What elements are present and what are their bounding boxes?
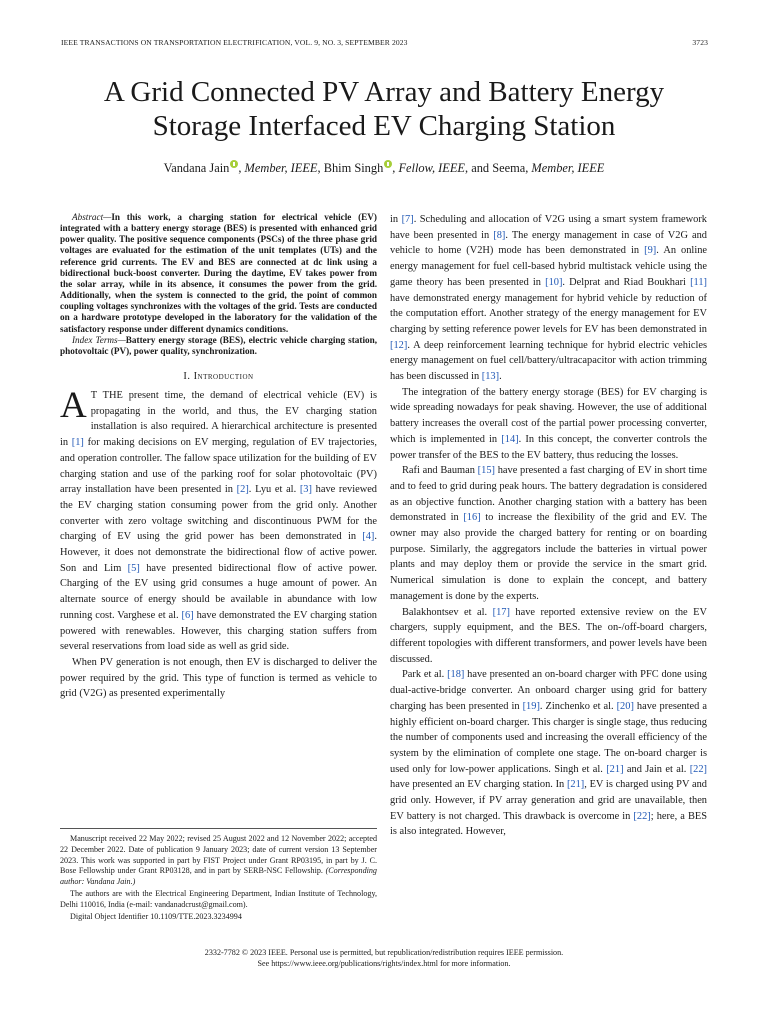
orcid-icon[interactable] [230,160,238,168]
citation-link[interactable]: [1] [71,437,84,449]
citation-link[interactable]: [11] [690,276,707,288]
body-text: have presented bidirectional flow of active power. Charging of the EV using grid consumes a huge amount of power. An alternate source of energy should be available in abundance with low running cost. Varghese et al. [60,562,377,621]
intro-paragraph [60,385,378,655]
citation-link[interactable]: [7] [401,214,414,225]
copyright-line-2: See https://www.ieee.org/publications/rights/index.html for more information. [257,959,511,968]
body-text: . Delprat and Riad Boukhari [562,276,691,288]
orcid-icon[interactable] [384,160,392,168]
body-paragraph [390,605,707,668]
corresponding-author: (Corresponding author: Vandana Jain.) [60,866,377,887]
body-text: . The energy management in case of V2G and vehicle to home (V2H) mode has been demonstrated in [390,229,707,257]
body-text: in [390,214,402,225]
author-name: Vandana Jain [163,161,230,175]
body-paragraph [390,212,707,385]
index-terms-label: Index Terms— [72,334,126,345]
citation-link[interactable]: [2] [236,484,249,496]
body-paragraph [390,385,707,464]
body-text: . In this concept, the converter controls the power transfer of the BES to the EV battery, thus reducing the losses. [390,433,707,461]
citation-link[interactable]: [20] [616,700,634,712]
body-text: have demonstrated energy management for hybrid vehicle by reduction of the computation effort. Another strategy of the energy management for EV charging by setting reference power levels for EV has been demonstrated in [390,292,707,335]
footnote-text: Manuscript received 22 May 2022; revised 25 August 2022 and 12 November 2022; accepted 22 December 2022. Date of publication 9 January 2023; date of current version 13 September 2023. This work was supported in part by FIST Project under Grant RP03195, in part by J. C. Bose Fellowship under Grant RP03128, and in part by SERB-NSC Fellowship. [60,834,377,876]
copyright-line-1: 2332-7782 © 2023 IEEE. Personal use is permitted, but republication/redistribution requires IEEE permission. [204,948,564,957]
body-text: have presented a fast charging of EV in short time and to feed to grid during peak hours. The battery degradation is considered as an objective function. Another charging station with a battery has been demonstrated in [390,465,707,524]
body-text: have demonstrated the EV charging station powered with renewables. However, this charging station suffers from several reservations from load side as well as grid side. [60,609,377,653]
footnote-affiliation: The authors are with the Electrical Engineering Department, Indian Institute of Technology, Delhi 110016, India (e-mail: vandanadcrust@gmail.com). [60,888,377,909]
running-head [61,38,708,52]
left-column [60,212,377,702]
body-text: . Zinchenko et al. [539,700,617,712]
citation-link[interactable]: [3] [299,484,312,496]
author-list: Vandana Jain , Member, IEEE, Bhim Singh , Fellow, IEEE, and Seema, Member, IEEE [163,161,605,175]
body-text: . Lyu et al. [248,484,300,496]
citation-link[interactable]: [10] [545,276,563,288]
body-text: , EV is charged using PV and grid only. However, if PV array generation and grid are unavailable, then EV battery is not charged. This drawback is overcome in [390,779,707,822]
citation-link[interactable]: [13] [481,371,500,383]
intro-paragraph: When PV generation is not enough, then EV is discharged to deliver the power required by the grid. This type of function is termed as vehicle to grid (V2G) as presented experimentally [60,656,377,700]
abstract-label: Abstract— [72,212,112,222]
body-text: Balakhontsev et al. [402,606,493,618]
citation-link[interactable]: [8] [493,229,506,241]
body-paragraph [390,667,707,840]
paper-title [40,75,728,143]
footnote-divider [60,828,377,829]
body-text: . [499,371,502,383]
right-column [390,212,707,840]
body-text: have presented a highly efficient on-board charger. This charger is single stage, thus reducing the number of components used and increasing the overall efficiency of the system by the elimination of complete one stage. The on-board charger is used only for low-power applications. Singh et al. [390,700,707,775]
author-name: and Seema [471,161,526,175]
citation-link[interactable]: [19] [522,700,540,712]
section-title: Introduction [193,371,254,383]
citation-link[interactable]: [9] [644,245,657,257]
citation-link[interactable]: [22] [689,763,707,775]
copyright-notice [60,947,708,969]
citation-link[interactable]: [4] [362,531,375,543]
citation-link[interactable]: [12] [390,339,408,351]
body-text: . A deep reinforcement learning technique for hybrid electric vehicles energy management on fuel cell/battery/ultracapacitor with action trimming has been discussed in [390,339,707,383]
author-affiliation: Fellow, IEEE [398,161,465,175]
author-name: Bhim Singh [323,161,384,175]
body-text: The integration of the battery energy storage (BES) for EV charging is wide spreading nowadays for peak shaving. However, the use of additional battery increases the overall cost of the partial power processing converter, which is implemented in [390,386,707,445]
intro-body [60,385,378,702]
citation-link[interactable]: [16] [463,512,481,524]
body-text: . An online energy management for fuel cell-based hybrid multistack vehicle using the game theory has been presented in [390,245,708,288]
body-text: . However, it does not demonstrate the bidirectional flow of active power. Son and Lim [60,531,377,574]
citation-link[interactable]: [5] [127,562,140,574]
body-text: ; here, a BES is also integrated. However, [390,810,707,838]
body-text: Park et al. [402,669,448,681]
citation-link[interactable]: [6] [181,609,194,621]
body-paragraph [390,463,707,604]
citation-link[interactable]: [21] [566,779,585,791]
citation-link[interactable]: [18] [447,669,465,681]
drop-cap: A [60,385,87,427]
index-terms-text: Battery energy storage (BES), electric vehicle charging station, photovoltaic (PV), power quality, synchronization. [60,334,378,356]
body-text: have reviewed the EV charging station consuming power from the grid only. Another converter with zero voltage switching and discontinuous PWM for the charging of EV using the grid power has been demonstrated in [60,484,378,543]
section-number: I. [183,371,191,383]
body-text: and Jain et al. [623,763,690,775]
body-text: have reported extensive review on the EV chargers, supply equipment, and the BES. The on-/off-board chargers, different topologies with different transformers, and power levels have been discussed. [390,606,708,665]
title-line-1: A Grid Connected PV Array and Battery Energy [103,76,665,108]
citation-link[interactable]: [17] [492,606,510,618]
author-affiliation: Member, IEEE [531,161,605,175]
body-text: have presented an EV charging station. In [390,779,567,791]
footnotes [60,834,377,923]
body-text: to increase the flexibility of the grid and EV. The owner may also provide the charged battery for renting or on boarding purpose. Similarly, the aggregators include the batteries in virtual power plants and may deploy them or provide the service in the smart grid. Numerical simulation is done to explain the concept, and battery management is done by the experts. [390,512,707,602]
title-line-2: Storage Interfaced EV Charging Station [152,110,616,142]
body-text: Rafi and Bauman [402,465,478,477]
citation-link[interactable]: [21] [606,763,624,775]
abstract [60,212,377,357]
abstract-text: In this work, a charging station for electrical vehicle (EV) integrated with a battery energy storage (BES) is presented with enhanced grid power quality. The positive sequence components (PSCs) of the three phase grid voltages are evaluated for the estimation of the unit templates (UTs) and the reference grid currents. The EV and BES are connected at dc link using a bidirectional buck-boost converter. During the daytime, EV takes power from the solar array, while in its absence, it consumes the power from the grid. Additionally, when the system is connected to the grid, the point of common coupling voltages synchronizes with the voltages of the grid. Tests are conducted on a hardware prototype developed in the laboratory for the validation of the satisfactory response under different dynamics conditions. [60,212,377,334]
body-text: . Scheduling and allocation of V2G using a smart system framework have been presented in [390,214,707,241]
footnote-doi: Digital Object Identifier 10.1109/TTE.2023.3234994 [70,911,242,921]
body-text: for making decisions on EV merging, regulation of EV trajectories, and operation controller. The fallow space utilization for the building of EV charging station and use of the parking roof for solar photovoltaic (PV) array installation have been presented in [60,437,378,496]
page-number: 3723 [692,38,708,47]
citation-link[interactable]: [22] [633,810,651,822]
footnote-manuscript [60,834,377,888]
author-affiliation: Member, IEEE [244,161,318,175]
body-text: T THE present time, the demand of electrical vehicle (EV) is propagating in the world, and thus, the EV charging station installation is also required. A hierarchical architecture is presented in [60,390,377,449]
citation-link[interactable]: [15] [477,465,495,477]
section-heading [60,371,377,382]
citation-link[interactable]: [14] [501,433,519,445]
body-text: have presented an on-board charger with PFC done using dual-active-bridge converter. An onboard charger using grid for battery charging has been presented in [390,669,707,712]
journal-name: IEEE TRANSACTIONS ON TRANSPORTATION ELECTRIFICATION, VOL. 9, NO. 3, SEPTEMBER 2023 [61,38,408,47]
